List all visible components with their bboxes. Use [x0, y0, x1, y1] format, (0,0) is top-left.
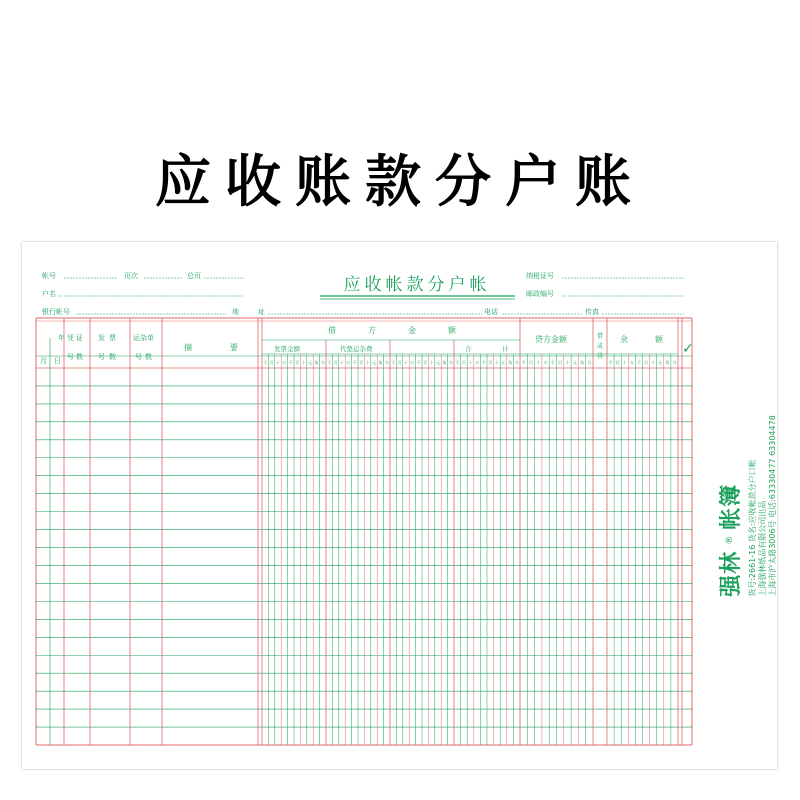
- balance-digit-5: 百: [643, 360, 649, 365]
- col-debit-4: 额: [448, 326, 456, 335]
- col-debit-2: 方: [368, 326, 376, 335]
- credit-digit-4: 千: [550, 360, 555, 365]
- label-tax-id: 纳税证号: [526, 272, 554, 280]
- col-voucher-2: 号数: [67, 353, 85, 361]
- col-debit-freight: 代垫运杂费: [340, 345, 373, 353]
- debit-blank-digit-8: 角: [442, 360, 447, 365]
- debit-invoice-digit-5: 百: [295, 360, 300, 365]
- brand-suffix: 帐簿: [718, 483, 744, 530]
- debit-freight-digit-4: 千: [352, 360, 357, 365]
- debit-freight-digit-8: 角: [378, 360, 383, 365]
- debit-invoice-digit-7: 元: [307, 360, 313, 365]
- debit-total-digit-8: 角: [507, 360, 513, 365]
- col-voucher-1: 凭证: [67, 334, 85, 342]
- debit-invoice-digit-2: 十: [275, 360, 281, 365]
- debit-freight-digit-6: 十: [365, 360, 370, 365]
- col-debit-total-2: 计: [502, 345, 509, 353]
- spine-product-code: 货号:2661-16 货名:应收帐款分户口帐: [747, 458, 757, 597]
- debit-total-digit-7: 元: [501, 360, 506, 365]
- brand-mark: ®: [724, 535, 734, 545]
- credit-digit-7: 元: [572, 360, 577, 365]
- balance-digit-6: 十: [651, 360, 656, 365]
- debit-freight-digit-7: 元: [371, 360, 377, 365]
- debit-invoice-digit-1: 百: [269, 360, 274, 365]
- debit-invoice-digit-9: 分: [320, 360, 325, 365]
- debit-blank-digit-0: 千: [391, 360, 396, 365]
- credit-digit-9: 分: [587, 360, 592, 365]
- balance-digit-9: 分: [672, 360, 677, 365]
- label-phone: 电话: [484, 308, 498, 316]
- ledger-sheet: [22, 242, 777, 769]
- debit-freight-digit-0: 千: [327, 360, 332, 365]
- col-credit-amount: 贷方金额: [535, 335, 567, 344]
- debit-total-digit-2: 十: [468, 360, 473, 365]
- col-direction-1: 借: [597, 333, 604, 340]
- credit-digit-2: 十: [536, 360, 541, 365]
- col-balance-1: 余: [620, 335, 628, 344]
- credit-digit-5: 百: [558, 360, 563, 365]
- debit-total-digit-3: 万: [474, 360, 480, 365]
- col-shipping-2: 号数: [135, 353, 155, 361]
- col-debit-3: 金: [408, 326, 416, 335]
- col-debit-1: 借: [328, 326, 336, 335]
- col-direction-2: 或: [597, 343, 604, 350]
- debit-blank-digit-7: 元: [435, 360, 441, 365]
- col-invoice-2: 号数: [98, 353, 120, 361]
- label-account-no: 帐号: [42, 272, 56, 280]
- label-total-pages: 总页: [187, 272, 201, 280]
- balance-digit-4: 千: [636, 360, 642, 365]
- col-summary-2: 要: [230, 343, 238, 352]
- debit-blank-digit-6: 十: [429, 360, 434, 365]
- debit-freight-digit-3: 万: [346, 360, 351, 365]
- debit-blank-digit-4: 千: [416, 360, 421, 365]
- col-balance-2: 额: [655, 335, 663, 344]
- balance-digit-8: 角: [665, 360, 670, 365]
- credit-digit-6: 十: [565, 360, 570, 365]
- debit-invoice-digit-6: 十: [301, 360, 306, 365]
- debit-invoice-digit-0: 千: [263, 360, 268, 365]
- ledger-form: [22, 242, 714, 769]
- col-month: 月: [40, 357, 47, 365]
- debit-freight-digit-5: 百: [359, 360, 364, 365]
- spine-contact: 上海市沪太路3006号 电话:63330477 63304478: [767, 414, 777, 597]
- balance-digit-1: 百: [615, 360, 620, 365]
- debit-blank-digit-3: 万: [410, 360, 415, 365]
- debit-blank-digit-5: 百: [423, 360, 428, 365]
- debit-freight-digit-2: 十: [339, 360, 345, 365]
- label-postcode: 邮政编号: [526, 290, 554, 298]
- debit-total-digit-9: 分: [514, 360, 519, 365]
- debit-total-digit-5: 百: [488, 360, 493, 365]
- ledger-spine: [714, 242, 777, 769]
- debit-freight-digit-1: 百: [333, 360, 338, 365]
- debit-blank-digit-2: 十: [403, 360, 409, 365]
- debit-invoice-digit-8: 角: [314, 360, 319, 365]
- credit-digit-0: 千: [521, 360, 526, 365]
- form-title: 应收帐款分户帐: [343, 275, 491, 295]
- label-address-2: 址: [258, 308, 265, 316]
- debit-blank-digit-9: 分: [448, 360, 453, 365]
- page-headline: 应收账款分户账: [155, 150, 645, 215]
- credit-digit-3: 万: [543, 360, 548, 365]
- label-page: 页次: [124, 272, 138, 280]
- credit-digit-1: 百: [528, 360, 534, 365]
- label-bank-account: 银行帐号: [42, 308, 70, 316]
- brand-name: 强林: [718, 550, 744, 597]
- debit-invoice-digit-4: 千: [288, 360, 293, 365]
- label-address-1: 地: [232, 308, 239, 316]
- label-customer-name: 户名: [42, 290, 56, 298]
- check-mark-icon: ✓: [682, 341, 694, 357]
- credit-digit-8: 角: [579, 360, 585, 365]
- col-debit-invoice-amount: 发票金额: [274, 345, 300, 353]
- debit-blank-digit-1: 百: [397, 360, 402, 365]
- balance-digit-3: 万: [629, 360, 634, 365]
- debit-freight-digit-9: 分: [384, 360, 389, 365]
- balance-digit-2: 十: [622, 360, 627, 365]
- col-day: 日: [54, 357, 61, 365]
- debit-total-digit-0: 千: [455, 360, 460, 365]
- debit-invoice-digit-3: 万: [282, 360, 287, 365]
- col-shipping-1: 运杂单: [133, 334, 154, 342]
- debit-total-digit-6: 十: [494, 360, 500, 365]
- col-debit-total-1: 合: [465, 345, 472, 353]
- col-invoice-1: 发票: [98, 334, 120, 342]
- balance-digit-0: 千: [608, 360, 613, 365]
- spine-maker: 上海强林纸品有限公司出品: [757, 500, 767, 597]
- balance-digit-7: 元: [658, 360, 663, 365]
- col-year: 年: [58, 334, 65, 342]
- col-summary-1: 摘: [184, 343, 192, 352]
- label-fax: 传真: [585, 308, 599, 316]
- col-direction-3: 贷: [597, 353, 604, 360]
- debit-total-digit-1: 百: [461, 360, 467, 365]
- debit-total-digit-4: 千: [481, 360, 486, 365]
